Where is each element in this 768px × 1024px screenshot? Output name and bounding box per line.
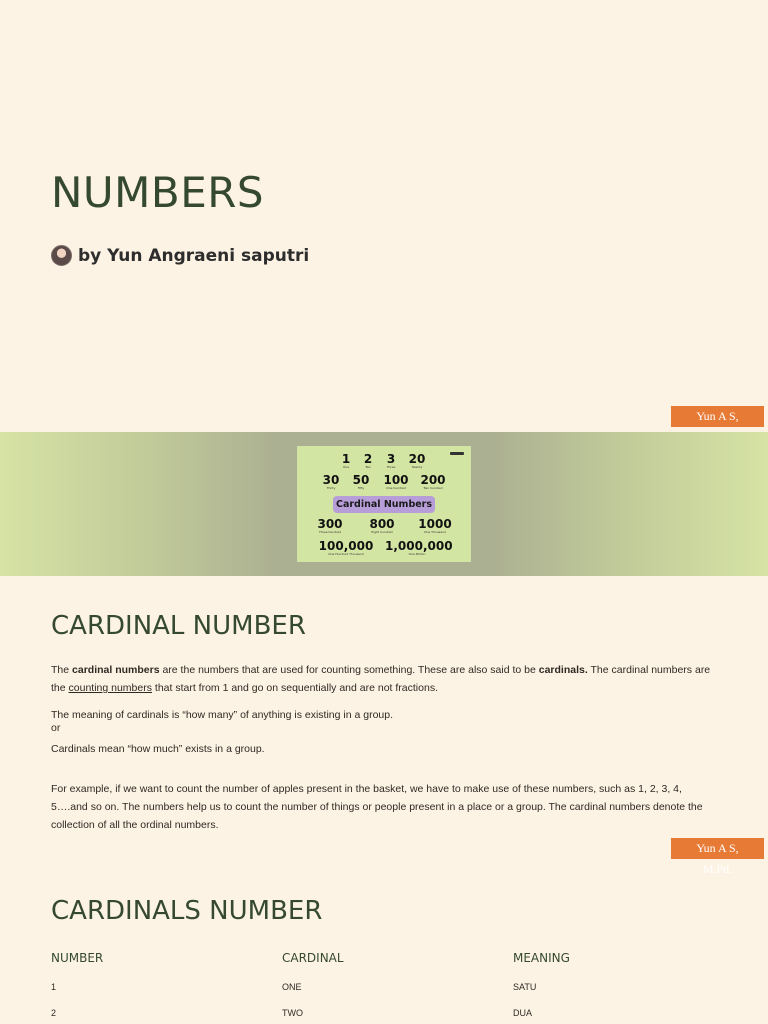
number-item: 1 One <box>341 452 351 469</box>
table-header-number: NUMBER <box>51 951 104 965</box>
number-item: 800 Eight hundred <box>369 517 395 534</box>
table-cell: TWO <box>282 1008 303 1018</box>
author-tag: Yun A S, M.Pd. <box>671 838 764 859</box>
byline <box>51 245 309 266</box>
counting-numbers-link[interactable]: counting numbers <box>68 682 152 694</box>
number-item: 300 Three hundred <box>317 517 343 534</box>
number-item: 30 Thirty <box>322 473 340 490</box>
number-item: 1000 One Thousand <box>418 517 452 534</box>
number-item: 2 Two <box>363 452 373 469</box>
author-avatar[interactable] <box>51 245 72 266</box>
card-label: Cardinal Numbers <box>333 496 435 513</box>
table-cell: SATU <box>513 982 537 992</box>
section-heading: CARDINALS NUMBER <box>51 896 323 926</box>
paragraph-meaning: The meaning of cardinals is “how many” of anything is existing in a group. or <box>51 709 394 734</box>
number-item: 100,000 One Hundred Thousand <box>318 539 374 556</box>
paragraph-definition: The cardinal numbers are the numbers that are used for counting something. These are also said to be cardinals. The cardinal numbers are the counting numbers that start from 1 and go on sequentially and are not fractions. <box>51 664 711 694</box>
table-cell: DUA <box>513 1008 533 1018</box>
author-tag: Yun A S, <box>671 406 764 427</box>
number-item: 20 Twenty <box>408 452 426 469</box>
number-item: 50 Fifty <box>352 473 370 490</box>
paragraph-cardinals-mean: Cardinals mean “how much” exists in a group. <box>51 743 265 755</box>
table-header-meaning: MEANING <box>513 951 570 965</box>
paragraph-example: For example, if we want to count the number of apples present in the basket, we have to make use of these numbers, such as 1, 2, 3, 4, 5….and so on. The numbers help us to count the number of things or people present in a place or a group. The cardinal numbers denote the collection of all the ordinal numbers. <box>51 783 703 831</box>
number-item: 200 Two hundred <box>420 473 446 490</box>
number-item: 1,000,000 One Million <box>385 539 453 556</box>
table-cell: ONE <box>282 982 302 992</box>
table-header-cardinal: CARDINAL <box>282 951 344 965</box>
number-item: 3 Three <box>386 452 396 469</box>
badge-icon <box>450 452 464 455</box>
author-name[interactable]: by Yun Angraeni saputri <box>78 245 310 266</box>
section-heading: CARDINAL NUMBER <box>51 611 306 641</box>
table-cell: 1 <box>51 982 57 992</box>
cardinal-numbers-image <box>297 446 471 562</box>
number-item: 100 One hundred <box>383 473 409 490</box>
page-title: NUMBERS <box>51 168 265 217</box>
table-cell: 2 <box>51 1008 57 1018</box>
